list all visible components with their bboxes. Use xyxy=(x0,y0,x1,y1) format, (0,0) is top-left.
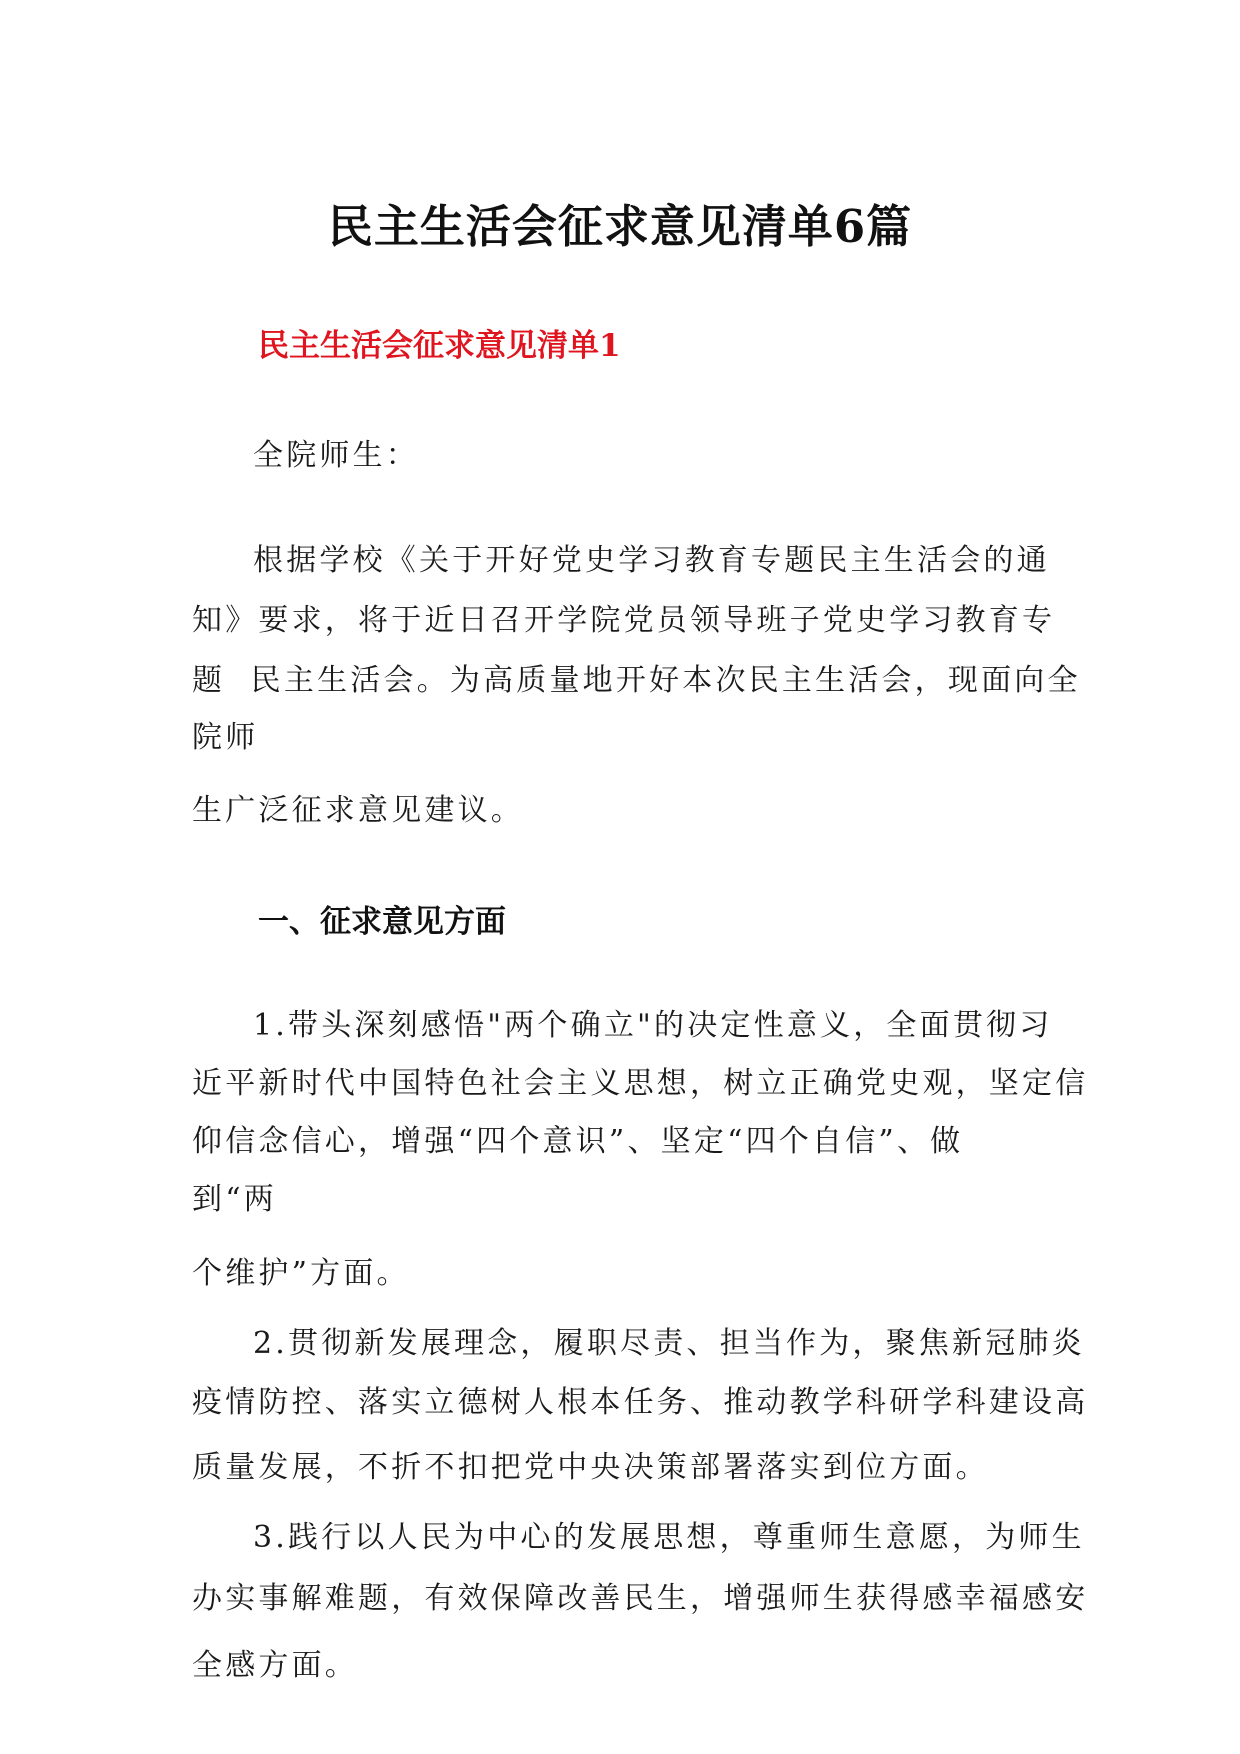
item-1-line: 个维护”方面。 xyxy=(192,1256,410,1291)
item-3-line: 全感方面。 xyxy=(192,1648,358,1683)
salutation: 全院师生： xyxy=(253,438,419,473)
item-3-line: 办实事解难题，有效保障改善民生，增强师生获得感幸福感安 xyxy=(192,1581,1089,1616)
item-2-line: 质量发展，不折不扣把党中央决策部署落实到位方面。 xyxy=(192,1450,989,1485)
intro-line: 知》要求，将于近日召开学院党员领导班子党史学习教育专 xyxy=(192,603,1056,638)
section-heading: 一、征求意见方面 xyxy=(258,904,506,940)
document-title: 民主生活会征求意见清单6篇 xyxy=(327,200,913,253)
item-1-line: 到“两 xyxy=(192,1182,277,1217)
item-2-line: 2.贯彻新发展理念，履职尽责、担当作为，聚焦新冠肺炎 xyxy=(253,1326,1085,1361)
item-2-line: 疫情防控、落实立德树人根本任务、推动教学科研学科建设高 xyxy=(192,1385,1089,1420)
item-3-line: 3.践行以人民为中心的发展思想，尊重师生意愿，为师生 xyxy=(253,1520,1085,1555)
item-1-line: 1.带头深刻感悟"两个确立"的决定性意义，全面贯彻习 xyxy=(253,1008,1053,1043)
intro-line: 院师 xyxy=(192,720,259,755)
item-1-line: 近平新时代中国特色社会主义思想，树立正确党史观，坚定信 xyxy=(192,1066,1089,1101)
intro-line: 生广泛征求意见建议。 xyxy=(192,793,524,828)
intro-line: 根据学校《关于开好党史学习教育专题民主生活会的通 xyxy=(253,543,1050,578)
item-1-line: 仰信念信心，增强“四个意识”、坚定“四个自信”、做 xyxy=(192,1124,964,1159)
intro-line: 题 民主生活会。为高质量地开好本次民主生活会，现面向全 xyxy=(192,663,1081,698)
document-subtitle: 民主生活会征求意见清单1 xyxy=(258,328,621,364)
